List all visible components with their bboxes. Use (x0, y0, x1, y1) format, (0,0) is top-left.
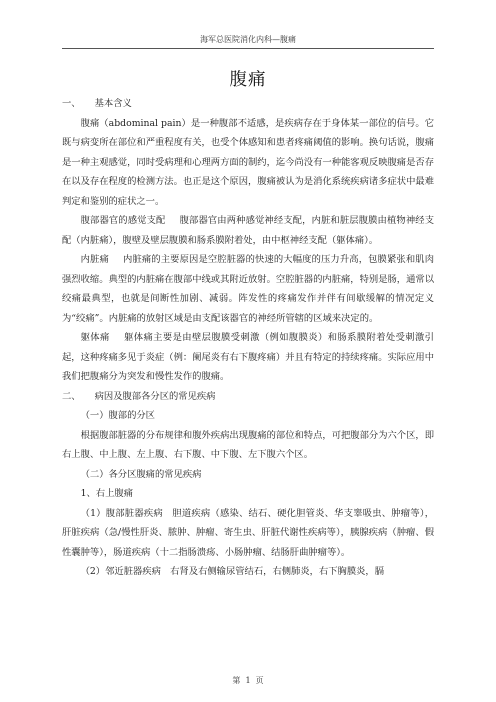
paragraph-somatic-pain (62, 328, 434, 387)
paragraph-text: 内脏痛的主要原因是空腔脏器的快速的大幅度的压力升高，包膜紧张和肌肉强烈收缩。典型的内脏痛在腹部中线或其附近放射。空腔脏器的内脏痛，特别是肠，通常以绞痛最典型，也就是间断性加剧、减弱。阵发性的疼痛发作并伴有间歇缓解的情况定义为“绞痛”。内脏痛的放射区域是由支配该器官的神经所管辖的区域来决定的。 (62, 254, 434, 324)
section-number: 一、 (62, 98, 81, 109)
term-label: 躯体痛 (80, 332, 110, 343)
page-title: 腹痛 (229, 70, 267, 90)
list-item-heading: 1、右上腹痛 (80, 488, 133, 499)
paragraph-adjacent-organs: （2）邻近脏器疾病 右肾及右侧输尿管结石，右侧肺炎，右下胸膜炎，膈 (80, 566, 385, 577)
subheading-regions: （一）腹部的分区 (80, 410, 155, 421)
subheading-diseases: （二）各分区腹痛的常见疾病 (80, 468, 202, 480)
paragraph-regions: 根据腹部脏器的分布规律和腹外疾病出现腹痛的部位和特点，可把腹部分为六个区，即右上腹、中上腹、左上腹、右下腹、中下腹、左下腹六个区。 (62, 429, 434, 460)
section-title: 基本含义 (94, 98, 132, 109)
paragraph-visceral-pain (62, 250, 434, 328)
page-header: 海军总医院消化内科—腹痛 (62, 34, 434, 49)
paragraph-abdominal-organs: （1）腹部脏器疾病 胆道疾病（感染、结石、硬化胆管炎、华支睾吸虫、肿瘤等），肝脏疾病（急/慢性肝炎、脓肿、肿瘤、寄生虫、肝脏代谢性疾病等），胰腺疾病（肿瘤、假性囊肿等），肠道疾病（十二指肠溃疡、小肠肿瘤、结肠肝曲肿瘤等）。 (62, 507, 434, 558)
term-label: 内脏痛 (80, 254, 109, 265)
document-body (62, 94, 434, 582)
section-heading-2 (62, 387, 434, 407)
paragraph-definition: 腹痛（abdominal pain）是一种腹部不适感，是疾病存在于身体某一部位的信号。它既与病变所在部位和严重程度有关，也受个体感知和患者疼痛阈值的影响。换句话说，腹痛是一种主观感觉，同时受病理和心理两方面的制约，迄今尚没有一种能客观反映腹痛是否存在以及存在程度的检测方法。也正是这个原因，腹痛被认为是消化系统疾病诸多症状中最难判定和鉴别的症状之一。 (62, 117, 434, 207)
section-number: 二、 (62, 390, 81, 402)
paragraph-sensory (62, 211, 434, 250)
page-footer: 第 1 页 (232, 676, 264, 685)
term-label: 腹部器官的感觉支配 (80, 215, 166, 226)
paragraph-text: 躯体痛主要是由壁层腹膜受刺激（例如腹膜炎）和肠系膜附着处受刺激引起，这种疼痛多见于炎症（例：阑尾炎有右下腹疼痛）并且有特定的持续疼痛。实际应用中我们把腹痛分为突发和慢性发作的腹痛。 (62, 332, 434, 382)
page-number: 1 (245, 676, 251, 685)
section-title: 病因及腹部各分区的常见疾病 (94, 390, 216, 402)
section-heading-1 (62, 94, 434, 114)
paragraph-text: 腹部器官由两种感觉神经支配，内脏和脏层腹膜由植物神经支配（内脏痛），腹壁及壁层腹膜和肠系膜附着处，由中枢神经支配（躯体痛）。 (62, 215, 434, 246)
